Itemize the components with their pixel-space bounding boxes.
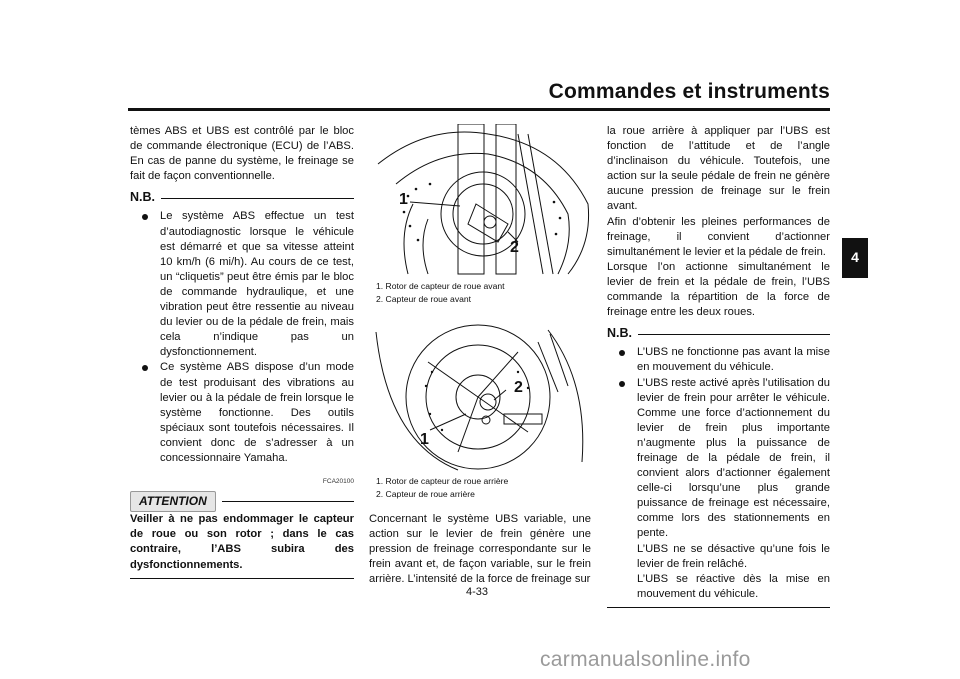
list-item: [617, 345, 830, 375]
nb-end-rule: [607, 607, 830, 608]
nb-rule: [638, 334, 830, 335]
attention-badge: ATTENTION: [130, 491, 216, 512]
nb-bullet-list: [130, 209, 354, 466]
front-wheel-figure: [368, 124, 592, 276]
middle-body: [369, 512, 591, 587]
right-paragraph-2: Afin d’obtenir les pleines performances de freinage, il convient d’actionner simultanément le levier et la pédale de frein.: [607, 215, 830, 258]
list-item-text: L’UBS se réactive dès la mise en mouvement du véhicule.: [637, 572, 830, 600]
attention-heading: [130, 491, 354, 512]
list-item-text: L’UBS ne fonctionne pas avant la mise en mouvement du véhicule.: [637, 346, 830, 374]
attention-end-rule: [130, 578, 354, 579]
nb-label: N.B.: [130, 190, 155, 205]
nb-heading: [130, 190, 354, 205]
attention-text: Veiller à ne pas endommager le capteur de roue ou son rotor ; dans le cas contraire, l’ABS subira des dysfonctionnements.: [130, 513, 354, 571]
front-figure-captions: [376, 280, 592, 306]
rear-wheel-figure: [368, 322, 592, 472]
nb-heading: [607, 326, 830, 341]
list-item-text: L’UBS reste activé après l’utilisation du levier de frein pour arrêter le véhicule. Comme une force d’actionnement du levier de frein plus importante n’augmente plus la puissance de freinage de la pédale de frein, il convient alors d’actionner également celle-ci lorsqu’une plus grande puissance de freinage est nécessaire, comme lors des stationnements en pente.: [637, 376, 830, 540]
rear-callout-1-leader: [430, 414, 466, 430]
header-rule: [128, 108, 830, 111]
chapter-tab: 4: [842, 238, 868, 278]
left-column: [130, 124, 354, 579]
list-item: Le système ABS effectue un test d’autodiagnostic lorsque le véhicule est démarré et que sa vitesse atteint 10 km/h (6 mi/h). Au cours de ce test, un “cliquetis” peut être émis par le bloc de commande hydraulique, et une vibration peut être ressentie au niveau du levier ou de la pédale de frein, mais cela n’indique pas un dysfonctionnement.: [140, 209, 354, 360]
rear-figure-captions: [376, 475, 592, 501]
rear-callout-2: 2: [514, 379, 523, 396]
right-paragraph-3: Lorsque l’on actionne simultanément le levier de frein et la pédale de frein, l’UBS commande la répartition de la force de freinage entre les deux roues.: [607, 260, 830, 319]
rear-callout-1: 1: [420, 431, 429, 448]
callout-1: 1: [399, 191, 408, 208]
nb-label: N.B.: [607, 326, 632, 341]
callout-2: 2: [510, 239, 519, 256]
right-paragraph-1: la roue arrière à appliquer par l’UBS est fonction de l’attitude et de l’angle d’inclinaison du véhicule. Toutefois, une action sur la seule pédale de frein ne génère aucune pression de freinage sur le frein avant.: [607, 125, 830, 213]
attention-code: FCA20100: [322, 478, 354, 486]
caption-line: 1. Rotor de capteur de roue arrière: [376, 476, 509, 486]
caption-line: 1. Rotor de capteur de roue avant: [376, 281, 505, 291]
right-column: [607, 124, 830, 608]
intro-paragraph: tèmes ABS et UBS est contrôlé par le bloc de commande électronique (ECU) de l’ABS. En cas de panne du système, le freinage se fait de façon conventionnelle.: [130, 125, 354, 183]
page-title: Commandes et instruments: [548, 80, 830, 103]
caption-line: 2. Capteur de roue arrière: [376, 489, 475, 499]
watermark: carmanualsonline.info: [540, 648, 751, 671]
nb-rule: [161, 198, 354, 199]
list-item-text: L’UBS ne se désactive qu’une fois le levier de frein relâché.: [637, 542, 830, 570]
nb-bullet-list: [607, 345, 830, 602]
attention-rule: [222, 501, 354, 502]
ubs-paragraph: Concernant le système UBS variable, une action sur le levier de frein génère une pression de freinage correspondante sur le frein avant et, de façon variable, sur le frein arrière. L’intensité de la force de freinage sur: [369, 513, 591, 586]
front-wheel-drawing: [378, 124, 589, 274]
list-item: Ce système ABS dispose d’un mode de test produisant des vibrations au levier ou à la pédale de frein lorsque le système fonctionne. Des outils spéciaux sont toutefois nécessaires. Il convient donc de s’adresser à un concessionnaire Yamaha.: [140, 360, 354, 466]
callout-1-leader: [410, 202, 460, 206]
caption-line: 2. Capteur de roue avant: [376, 294, 472, 304]
rear-wheel-drawing: [376, 325, 583, 470]
page-number: 4-33: [466, 586, 489, 598]
list-item: [617, 376, 830, 602]
